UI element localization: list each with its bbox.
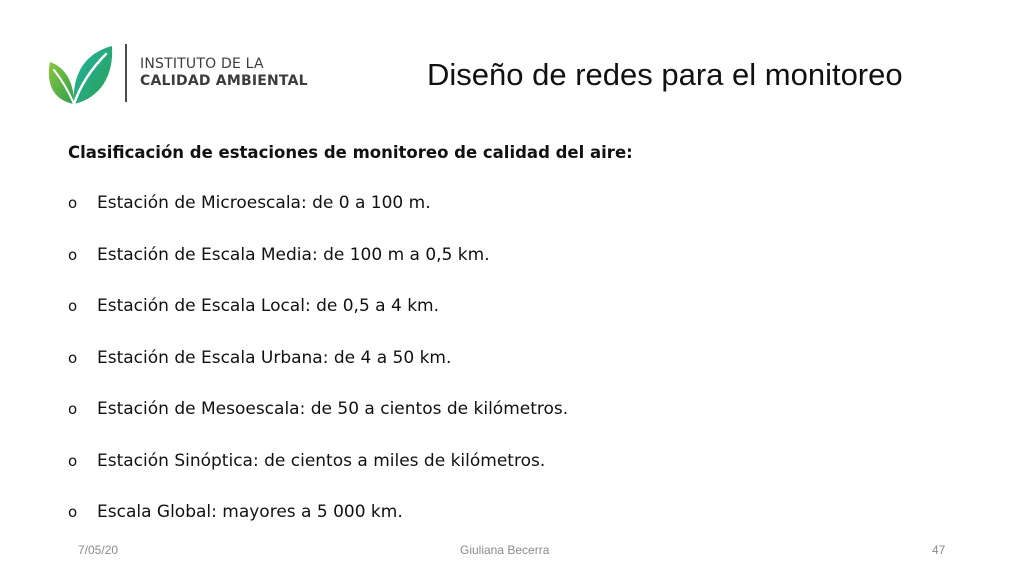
bullet-marker: o bbox=[68, 348, 78, 367]
list-item-text: Estación de Escala Urbana: de 4 a 50 km. bbox=[97, 347, 452, 368]
footer-date: 7/05/20 bbox=[78, 543, 119, 557]
list-item bbox=[68, 293, 568, 345]
list-item-text: Estación Sinóptica: de cientos a miles de kilómetros. bbox=[97, 450, 546, 471]
section-subheading: Clasificación de estaciones de monitoreo de calidad del aire: bbox=[68, 143, 633, 162]
institute-logo bbox=[44, 40, 344, 110]
list-item bbox=[68, 242, 568, 294]
bullet-marker: o bbox=[68, 400, 78, 418]
logo-line-1: INSTITUTO DE LA bbox=[140, 56, 264, 72]
list-item-text: Estación de Mesoescala: de 50 a cientos de kilómetros. bbox=[97, 399, 569, 419]
list-item-text: Estación de Escala Local: de 0,5 a 4 km. bbox=[97, 296, 440, 316]
logo-divider bbox=[125, 44, 127, 102]
list-item-text: Escala Global: mayores a 5 000 km. bbox=[97, 502, 403, 522]
footer-author: Giuliana Becerra bbox=[460, 543, 550, 557]
list-item-text: Estación de Escala Media: de 100 m a 0,5 km. bbox=[97, 244, 490, 265]
leaf-logo-icon bbox=[44, 42, 116, 106]
logo-wordmark bbox=[140, 56, 308, 90]
list-item bbox=[68, 448, 568, 500]
list-item-text: Estación de Microescala: de 0 a 100 m. bbox=[97, 193, 431, 213]
bullet-marker: o bbox=[68, 245, 78, 264]
list-item bbox=[68, 396, 568, 448]
list-item bbox=[68, 190, 568, 242]
bullet-marker: o bbox=[68, 297, 78, 315]
footer-page-number: 47 bbox=[932, 543, 946, 557]
list-item bbox=[68, 345, 568, 397]
bullet-marker: o bbox=[68, 194, 78, 212]
bullet-marker: o bbox=[68, 451, 78, 470]
station-classification-list bbox=[68, 190, 568, 551]
logo-line-2: CALIDAD AMBIENTAL bbox=[140, 73, 308, 89]
bullet-marker: o bbox=[68, 503, 78, 521]
slide-title: Diseño de redes para el monitoreo bbox=[427, 57, 903, 92]
